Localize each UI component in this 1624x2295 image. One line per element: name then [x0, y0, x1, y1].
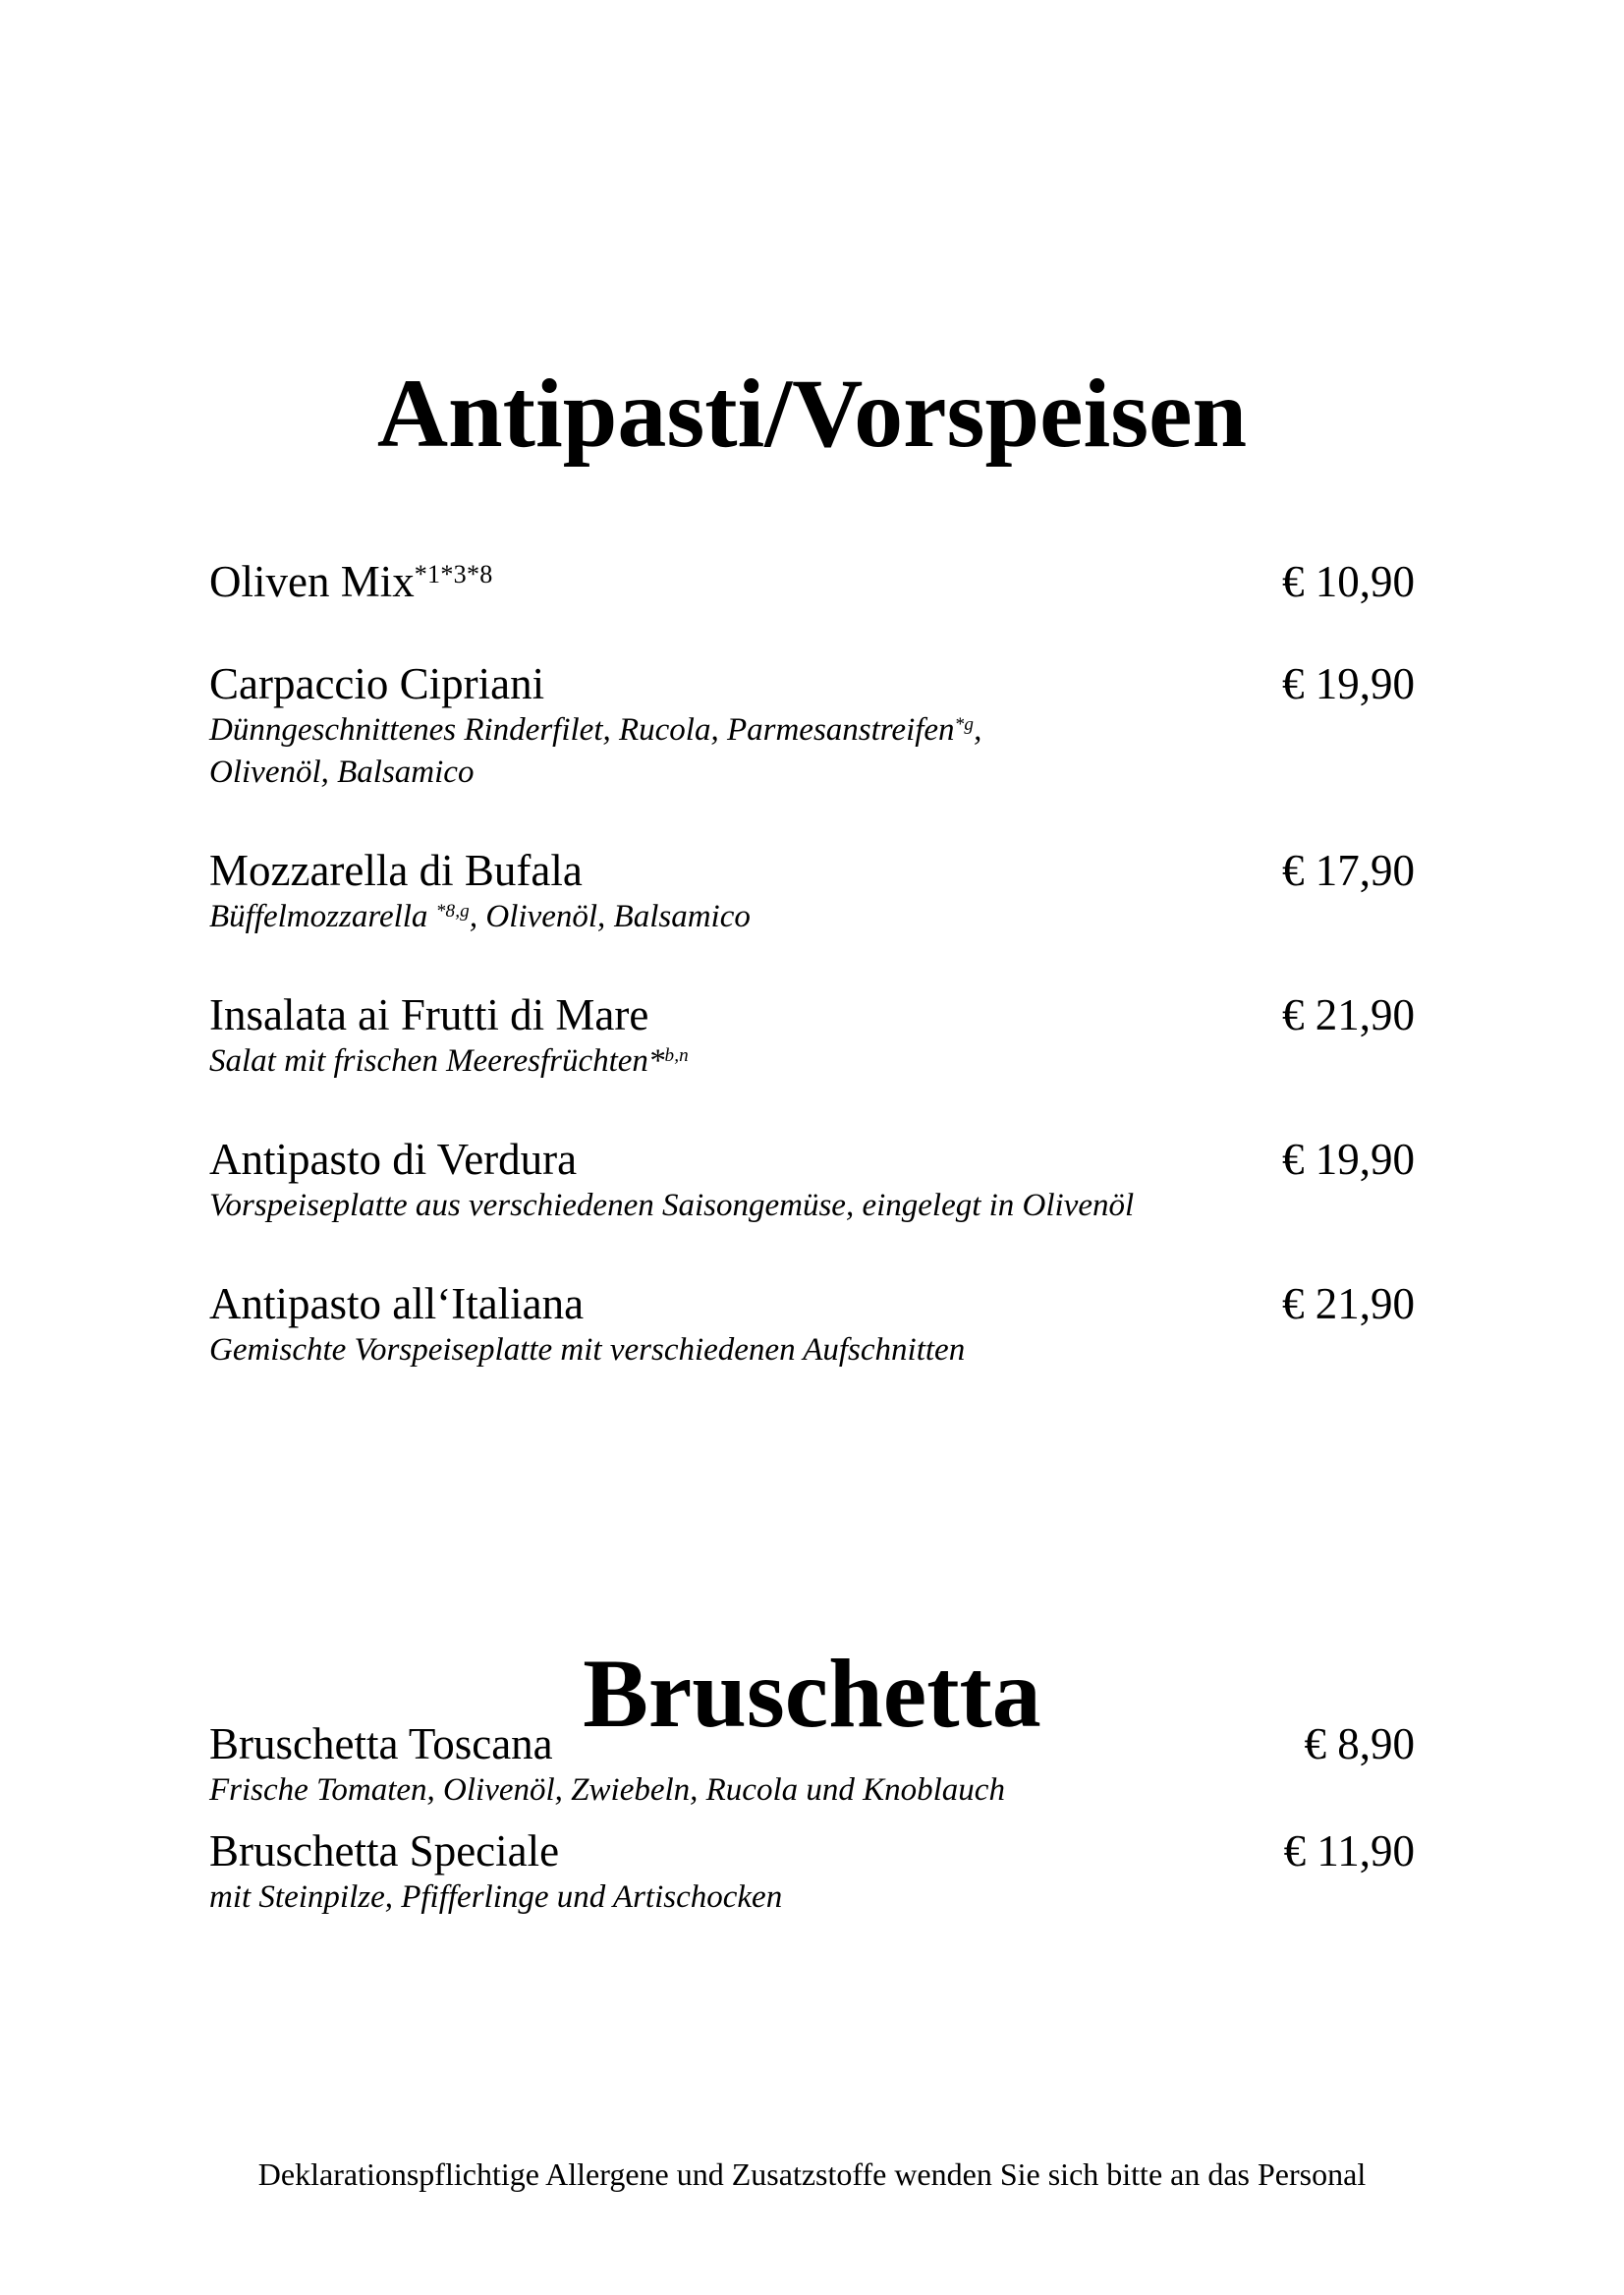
item-name: Carpaccio Cipriani [209, 659, 545, 708]
item-row [209, 1718, 1415, 1769]
item-description [209, 709, 1415, 794]
description-line: Vorspeiseplatte aus verschiedenen Saisongemüse, eingelegt in Olivenöl [209, 1188, 1135, 1223]
description-line: Gemischte Vorspeiseplatte mit verschiedenen Aufschnitten [209, 1332, 966, 1368]
item-name: Bruschetta Toscana [209, 1719, 553, 1768]
description-line: Salat mit frischen Meeresfrüchten*$^{b,n}$ [209, 1043, 689, 1079]
item-name: Bruschetta Speciale [209, 1826, 560, 1875]
menu-item-mozzarella-di-bufala [209, 845, 1415, 938]
item-price: € 11,90 [1283, 1826, 1415, 1875]
item-description [209, 1876, 1415, 1919]
antipasti-item-list [209, 556, 1415, 1371]
description-line: mit Steinpilze, Pfifferlinge und Artischocken [209, 1879, 783, 1915]
item-price: € 10,90 [1282, 557, 1415, 606]
menu-item-oliven-mix [209, 556, 1415, 607]
menu-item-antipasto-di-verdura [209, 1134, 1415, 1227]
item-description [209, 1329, 1415, 1371]
item-row [209, 556, 1415, 607]
menu-item-bruschetta-speciale [209, 1825, 1415, 1919]
allergen-marker: *8,g [435, 901, 470, 923]
item-price: € 17,90 [1282, 846, 1415, 895]
item-description [209, 1185, 1415, 1227]
item-name: Antipasto all‘Italiana [209, 1279, 585, 1328]
description-line: Olivenöl, Balsamico [209, 755, 475, 790]
description-line: Büffelmozzarella $^{*8,g}$, Olivenöl, Balsamico [209, 899, 751, 934]
item-description [209, 1040, 1415, 1083]
allergen-marker: *1*3*8 [414, 560, 493, 589]
item-row [209, 989, 1415, 1040]
item-name: Mozzarella di Bufala [209, 846, 583, 895]
allergen-marker: b,n [664, 1045, 689, 1067]
item-price: € 21,90 [1282, 990, 1415, 1039]
item-row [209, 1134, 1415, 1185]
item-row [209, 1278, 1415, 1329]
section-title-bruschetta: Bruschetta [583, 1639, 1041, 1748]
section-title-antipasti: Antipasti/Vorspeisen [376, 359, 1248, 468]
item-price: € 21,90 [1282, 1279, 1415, 1328]
item-name: Oliven Mix$^{*1*3*8}$ [209, 557, 493, 606]
menu-item-carpaccio-cipriani [209, 658, 1415, 794]
menu-item-bruschetta-toscana [209, 1718, 1415, 1812]
item-row [209, 658, 1415, 709]
allergen-footer-note: Deklarationspflichtige Allergene und Zusatzstoffe wenden Sie sich bitte an das Personal [257, 2156, 1367, 2192]
allergen-marker: *g [954, 714, 975, 736]
item-price: € 8,90 [1304, 1719, 1415, 1768]
item-row [209, 845, 1415, 896]
description-line: Frische Tomaten, Olivenöl, Zwiebeln, Rucola und Knoblauch [209, 1772, 1005, 1808]
bruschetta-item-list [209, 1718, 1415, 1919]
item-description [209, 896, 1415, 938]
item-name: Insalata ai Frutti di Mare [209, 990, 649, 1039]
menu-item-insalata-frutti-di-mare [209, 989, 1415, 1083]
menu-item-antipasto-all-italiana [209, 1278, 1415, 1371]
item-description [209, 1769, 1415, 1812]
item-price: € 19,90 [1282, 659, 1415, 708]
item-row [209, 1825, 1415, 1876]
item-name: Antipasto di Verdura [209, 1135, 578, 1184]
item-price: € 19,90 [1282, 1135, 1415, 1184]
description-line: Dünngeschnittenes Rinderfilet, Rucola, Parmesanstreifen$^{*g}$, [209, 712, 982, 748]
